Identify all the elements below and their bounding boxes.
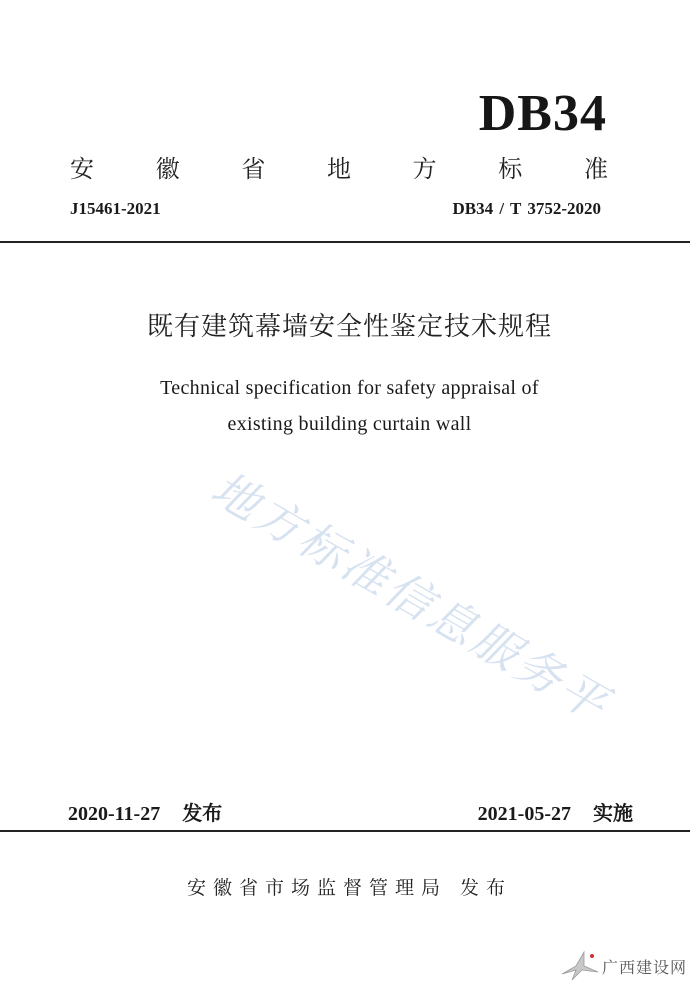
standard-code: DB34 bbox=[478, 85, 607, 142]
issue-label: 发布 bbox=[182, 801, 223, 825]
standard-type-char: 标 bbox=[498, 155, 523, 183]
title-chinese: 既有建筑幕墙安全性鉴定技术规程 bbox=[146, 312, 552, 342]
issue-date-block bbox=[68, 800, 222, 827]
record-number: J15461-2021 bbox=[70, 199, 161, 218]
site-name: 广西建设网 bbox=[601, 957, 687, 977]
site-logo bbox=[558, 950, 687, 982]
standard-type bbox=[70, 152, 608, 186]
title-english-line: Technical specification for safety appraisal of bbox=[160, 377, 539, 399]
star-logo-icon bbox=[558, 950, 600, 982]
implement-date-block bbox=[478, 800, 633, 827]
watermark: 地方标准信息服务平 bbox=[202, 460, 620, 733]
divider-top bbox=[0, 241, 690, 243]
standard-type-char: 地 bbox=[326, 155, 351, 183]
standard-number: DB34 / T 3752-2020 bbox=[452, 199, 601, 218]
standard-type-char: 徽 bbox=[155, 155, 180, 183]
divider-bottom bbox=[0, 830, 690, 832]
standard-type-char: 省 bbox=[241, 155, 266, 183]
standard-type-char: 安 bbox=[70, 155, 94, 183]
standard-type-char: 准 bbox=[583, 155, 608, 183]
implement-label: 实施 bbox=[593, 801, 633, 825]
implement-date: 2021-05-27 bbox=[477, 803, 571, 825]
issuer: 安徽省市场监督管理局 发布 bbox=[186, 877, 513, 899]
issue-date: 2020-11-27 bbox=[68, 803, 161, 825]
title-english-line: existing building curtain wall bbox=[227, 413, 472, 435]
standard-type-char: 方 bbox=[412, 155, 437, 183]
title-english bbox=[0, 370, 699, 442]
